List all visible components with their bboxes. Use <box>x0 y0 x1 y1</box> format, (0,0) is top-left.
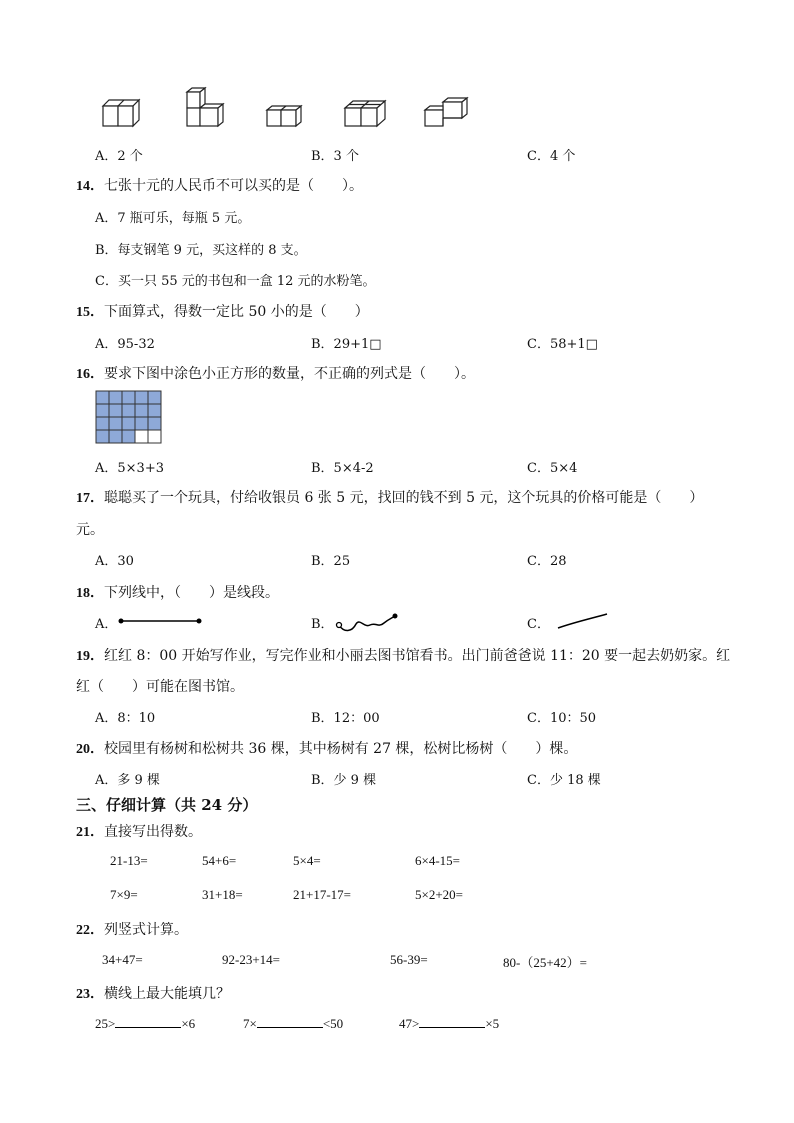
shaded-square <box>109 430 122 443</box>
question-20 <box>76 738 577 758</box>
question-text: 校园里有杨树和松树共 36 棵，其中杨树有 27 棵，松树比杨树（ ）棵。 <box>104 741 578 757</box>
question-19 <box>76 645 730 665</box>
fill-blank-item <box>95 1015 195 1032</box>
question-number: 17． <box>76 491 104 506</box>
shaded-square <box>148 417 161 430</box>
shaded-square <box>96 430 109 443</box>
cube-figure-5 <box>425 98 467 126</box>
calc-item: 31+18= <box>202 887 243 902</box>
shaded-square <box>122 404 135 417</box>
shaded-square <box>148 404 161 417</box>
shaded-square <box>109 404 122 417</box>
answer-blank[interactable] <box>115 1015 181 1028</box>
cube-figure-3 <box>267 106 301 126</box>
q14-option-b[interactable]: B．每支钢笔 9 元，买这样的 8 支。 <box>95 243 307 258</box>
shaded-square <box>96 391 109 404</box>
question-number: 14． <box>76 179 104 194</box>
curve-line-figure <box>334 610 400 632</box>
q18-option-b[interactable]: B． <box>311 617 334 632</box>
question-23 <box>76 983 230 1003</box>
answer-blank[interactable] <box>257 1015 323 1028</box>
shaded-square <box>122 417 135 430</box>
question-19-cont: 红（ ）可能在图书馆。 <box>76 679 244 695</box>
q14-option-c[interactable]: C．买一只 55 元的书包和一盒 12 元的水粉笔。 <box>95 274 376 289</box>
question-number: 19． <box>76 649 104 664</box>
question-14 <box>76 175 363 195</box>
question-21 <box>76 821 202 841</box>
q15-option-b[interactable]: B．29+1□ <box>311 337 382 352</box>
fill-left: 7× <box>243 1016 257 1031</box>
question-text: 红红 8：00 开始写作业，写完作业和小丽去图书馆看书。出门前爸爸说 11：20 要一起去奶奶家。红 <box>104 648 731 664</box>
q16-option-c[interactable]: C．5×4 <box>527 461 578 476</box>
calc-item: 5×2+20= <box>415 887 463 902</box>
section-title: 三、仔细计算（共 24 分） <box>76 796 258 814</box>
line-segment-figure <box>118 614 202 628</box>
shaded-square <box>96 417 109 430</box>
curve-figure <box>555 611 611 631</box>
calc-item: 56-39= <box>390 952 428 967</box>
question-22 <box>76 919 188 939</box>
q14-option-a[interactable]: A．7 瓶可乐，每瓶 5 元。 <box>95 211 251 226</box>
q20-option-b[interactable]: B．少 9 棵 <box>311 773 377 788</box>
q15-option-a[interactable]: A．95-32 <box>95 337 155 352</box>
q19-option-c[interactable]: C．10：50 <box>527 711 597 726</box>
calc-item: 54+6= <box>202 853 237 868</box>
cube-figure-2 <box>187 88 223 126</box>
question-text: 横线上最大能填几？ <box>104 986 230 1002</box>
question-number: 18． <box>76 586 104 601</box>
question-17 <box>76 487 703 507</box>
question-number: 23． <box>76 987 104 1002</box>
question-text: 要求下图中涂色小正方形的数量，不正确的列式是（ ）。 <box>104 366 475 382</box>
question-number: 15． <box>76 305 104 320</box>
cube-figure-1 <box>103 100 139 126</box>
q13-option-a[interactable]: A．2 个 <box>95 149 143 164</box>
question-text: 下列线中，（ ）是线段。 <box>104 585 279 601</box>
shaded-square <box>135 391 148 404</box>
shaded-square <box>122 430 135 443</box>
question-15 <box>76 301 369 321</box>
question-text: 聪聪买了一个玩具，付给收银员 6 张 5 元，找回的钱不到 5 元，这个玩具的价格可能是（ ） <box>104 490 704 506</box>
shaded-square <box>96 404 109 417</box>
question-number: 22． <box>76 923 104 938</box>
fill-right: <50 <box>322 1016 344 1031</box>
question-text: 七张十元的人民币不可以买的是（ ）。 <box>104 178 363 194</box>
q18-option-a[interactable]: A． <box>95 617 118 632</box>
q16-option-b[interactable]: B．5×4-2 <box>311 461 374 476</box>
shaded-squares-grid <box>95 390 161 446</box>
q15-option-c[interactable]: C．58+1□ <box>527 337 598 352</box>
calc-item: 7×9= <box>110 887 138 902</box>
calc-item: 80-（25+42）= <box>503 955 587 970</box>
q13-option-c[interactable]: C．4 个 <box>527 149 576 164</box>
shaded-square <box>109 417 122 430</box>
fill-blank-item <box>243 1015 343 1032</box>
shaded-square <box>122 391 135 404</box>
q17-option-c[interactable]: C．28 <box>527 554 567 569</box>
question-number: 16． <box>76 367 104 382</box>
calc-item: 5×4= <box>293 853 321 868</box>
cube-figures <box>95 88 475 130</box>
calc-item: 92-23+14= <box>222 952 280 967</box>
shaded-square <box>135 404 148 417</box>
cube-figure-4 <box>345 101 385 126</box>
fill-blank-item <box>399 1015 499 1032</box>
q18-option-c[interactable]: C． <box>527 617 550 632</box>
question-16 <box>76 363 475 383</box>
calc-item: 21-13= <box>110 853 148 868</box>
q20-option-c[interactable]: C．少 18 棵 <box>527 773 601 788</box>
question-text: 列竖式计算。 <box>104 922 188 938</box>
question-text: 直接写出得数。 <box>104 824 202 840</box>
q17-option-b[interactable]: B．25 <box>311 554 351 569</box>
fill-left: 25> <box>95 1016 116 1031</box>
calc-item: 6×4-15= <box>415 853 460 868</box>
shaded-square <box>109 391 122 404</box>
blank-square <box>135 430 148 443</box>
calc-item: 21+17-17= <box>293 887 351 902</box>
shaded-square <box>135 417 148 430</box>
calc-item: 34+47= <box>102 952 143 967</box>
answer-blank[interactable] <box>419 1015 485 1028</box>
q13-option-b[interactable]: B．3 个 <box>311 149 359 164</box>
question-17-cont: 元。 <box>76 522 104 538</box>
q17-option-a[interactable]: A．30 <box>95 554 134 569</box>
question-number: 20． <box>76 742 104 757</box>
question-number: 21． <box>76 825 104 840</box>
question-18 <box>76 582 279 602</box>
fill-left: 47> <box>399 1016 420 1031</box>
fill-right: ×6 <box>181 1016 196 1031</box>
blank-square <box>148 430 161 443</box>
q19-option-a[interactable]: A．8：10 <box>95 711 156 726</box>
shaded-square <box>148 391 161 404</box>
q19-option-b[interactable]: B．12：00 <box>311 711 380 726</box>
question-text: 下面算式，得数一定比 50 小的是（ ） <box>104 304 369 320</box>
q16-option-a[interactable]: A．5×3+3 <box>95 461 164 476</box>
fill-right: ×5 <box>485 1016 500 1031</box>
q20-option-a[interactable]: A．多 9 棵 <box>95 773 160 788</box>
